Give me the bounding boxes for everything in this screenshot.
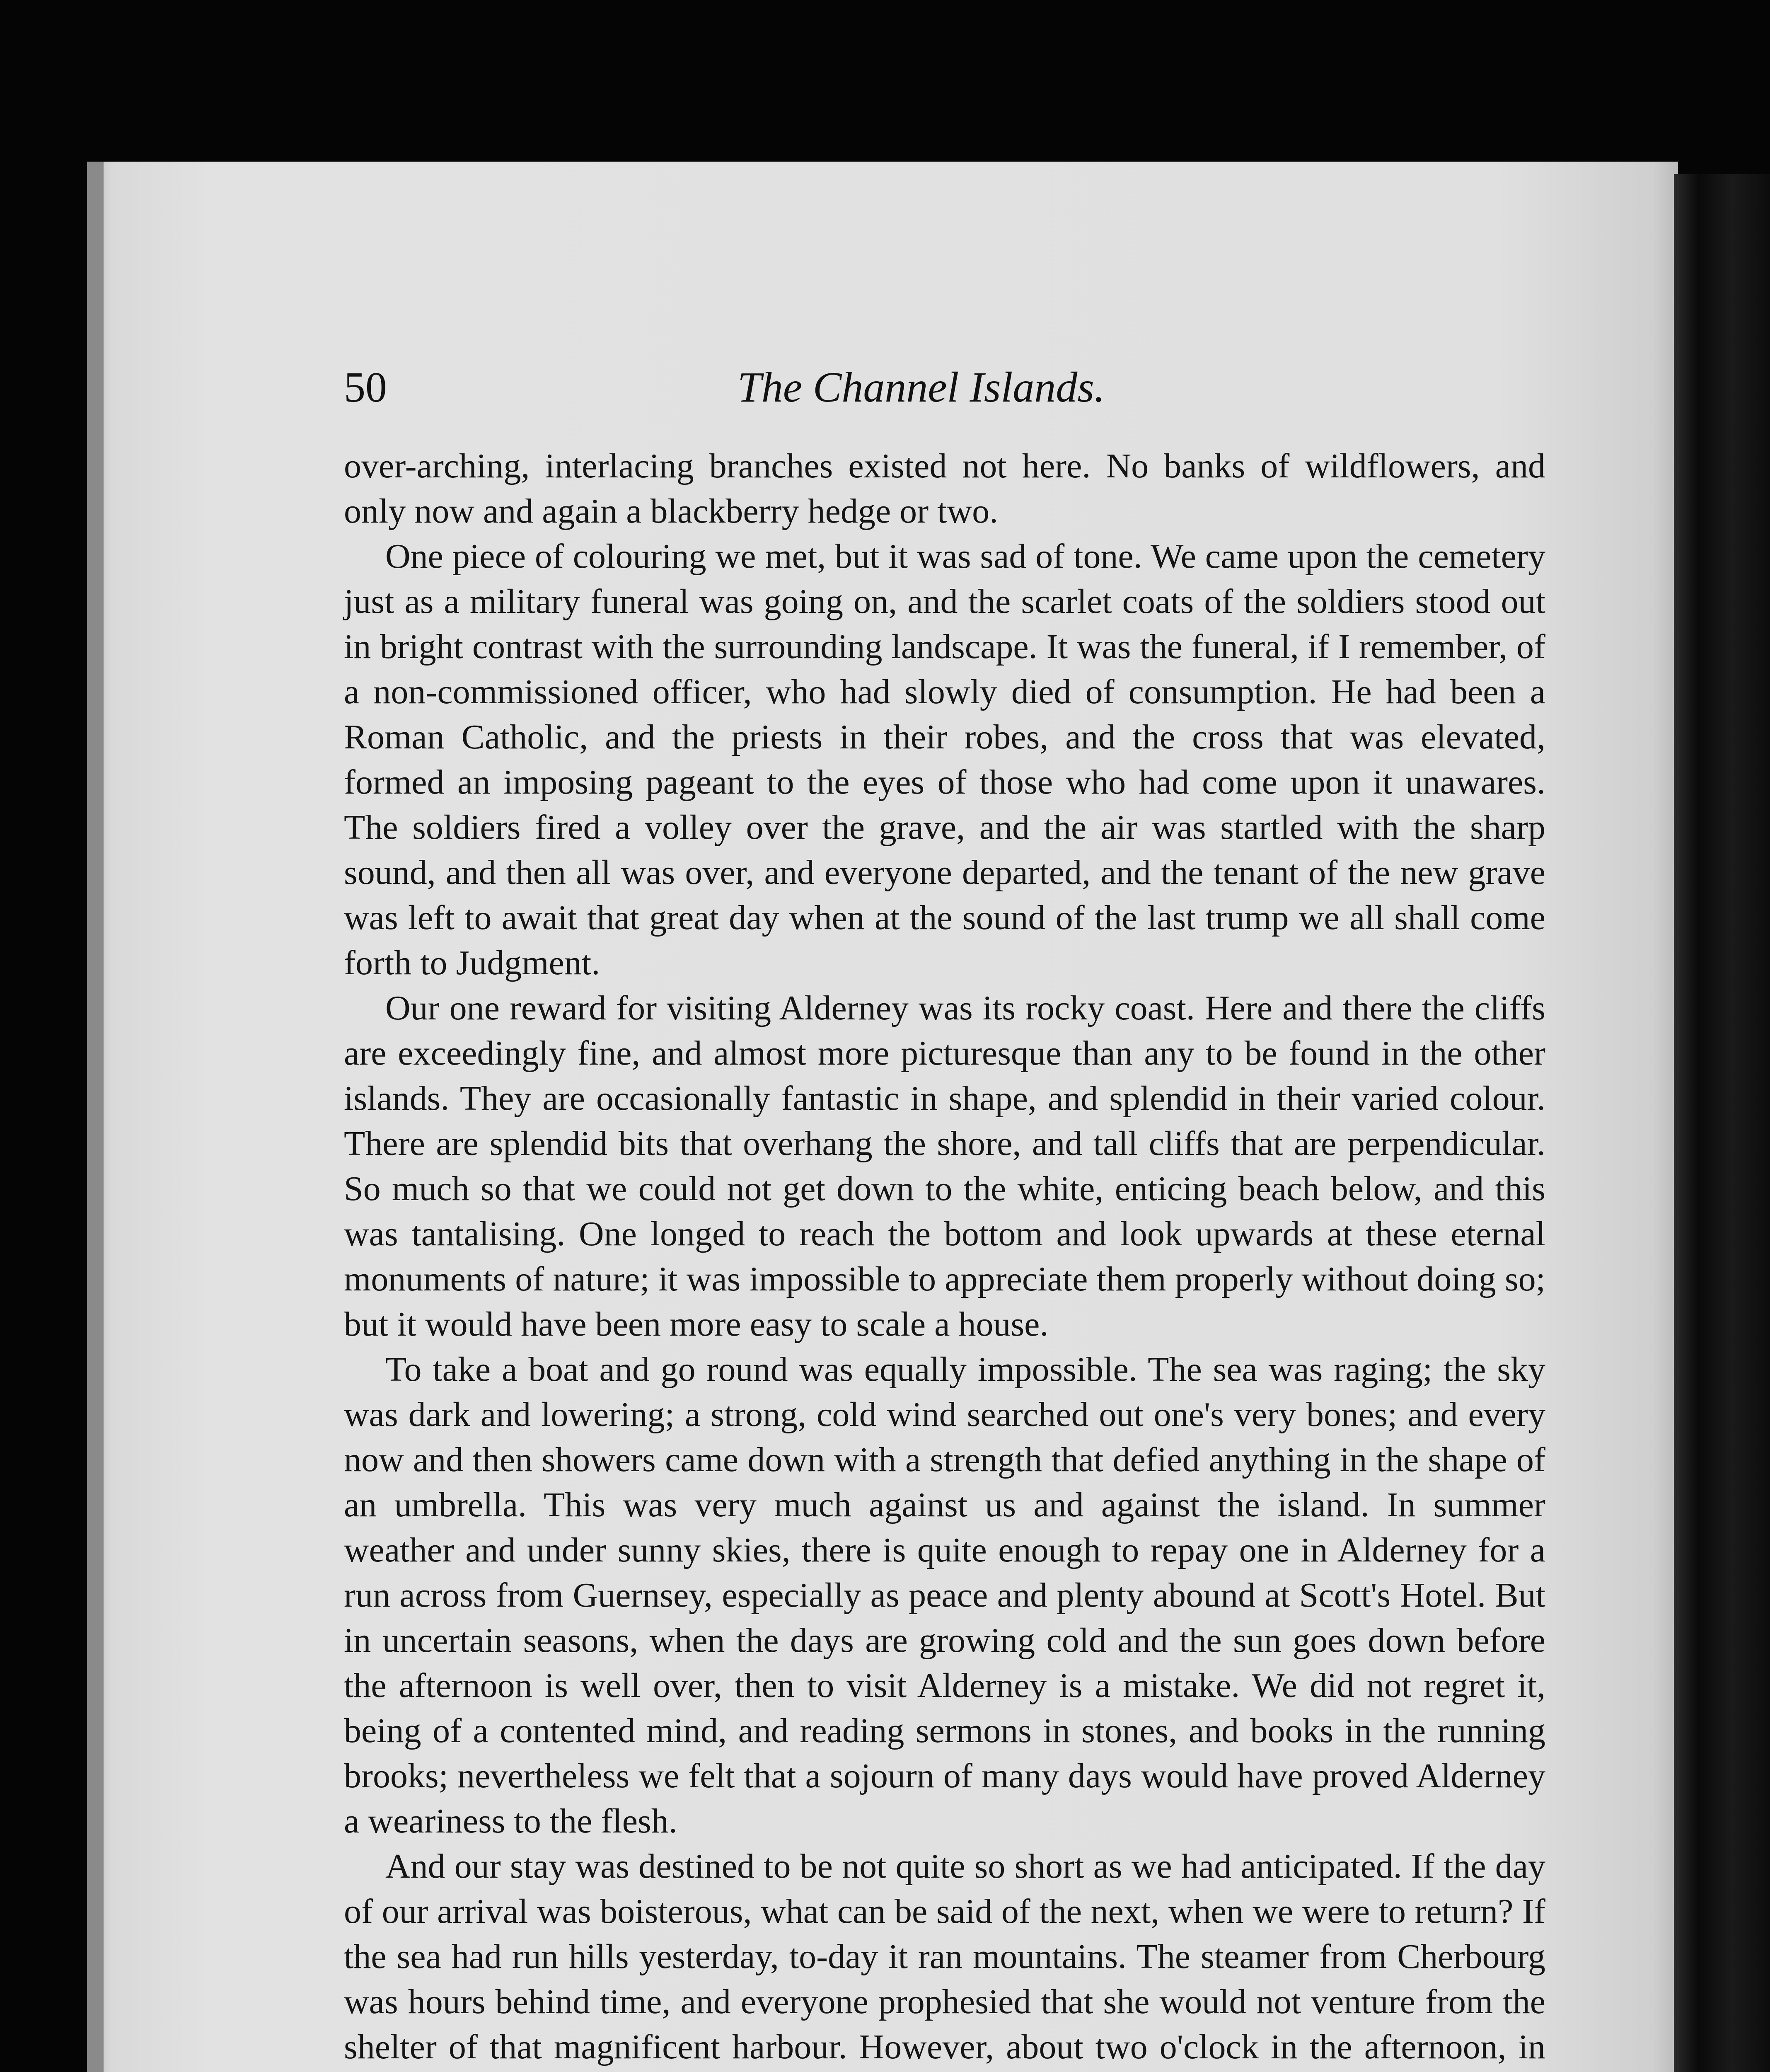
page-left-edge: [87, 162, 104, 2072]
page-header: [344, 361, 1545, 414]
paragraph-3: Our one reward for visiting Alderney was its rocky coast. Here and there the cliffs are exceedingly fine, and almost more picturesque than any to be found in the other islands. They are occasionally fantastic in shape, and splendid in their varied colour. There are splendid bits that overhang the shore, and tall cliffs that are perpendicular. So much so that we could not get down to the white, enticing beach below, and this was tantalising. One longed to reach the bottom and look upwards at these eternal monuments of nature; it was impossible to appreciate them properly without doing so; but it would have been more easy to scale a house.: [344, 989, 1545, 1343]
paragraph-2: One piece of colouring we met, but it was sad of tone. We came upon the cemetery just as a military funeral was going on, and the scarlet coats of the soldiers stood out in bright contrast with the surrounding landscape. It was the funeral, if I remember, of a non-commissioned officer, who had slowly died of consumption. He had been a Roman Catholic, and the priests in their robes, and the cross that was elevated, formed an imposing pageant to the eyes of those who had come upon it unawares. The soldiers fired a volley over the grave, and the air was startled with the sharp sound, and then all was over, and everyone departed, and the tenant of the new grave was left to await that great day when at the sound of the last trump we all shall come forth to Judgment.: [344, 537, 1545, 982]
paragraph-4: To take a boat and go round was equally impossible. The sea was raging; the sky was dark and lowering; a strong, cold wind searched out one's very bones; and every now and then showers came down with a strength that defied anything in the shape of an umbrella. This was very much against us and against the island. In summer weather and under sunny skies, there is quite enough to repay one in Alderney for a run across from Guernsey, especially as peace and plenty abound at Scott's Hotel. But in uncertain seasons, when the days are growing cold and the sun goes down before the afternoon is well over, then to visit Alderney is a mistake. We did not regret it, being of a contented mind, and reading sermons in stones, and books in the running brooks; nevertheless we felt that a sojourn of many days would have proved Alderney a weariness to the flesh.: [344, 1350, 1545, 1840]
page-body: [344, 443, 1545, 2072]
book-binding-edge: [1674, 174, 1770, 2072]
running-head: The Channel Islands.: [738, 363, 1105, 411]
page-number: 50: [344, 363, 387, 411]
paragraph-1: over-arching, interlacing branches existed not here. No banks of wildflowers, and only now and again a blackberry hedge or two.: [344, 447, 1545, 530]
paragraph-5: And our stay was destined to be not quite so short as we had anticipated. If the day of our arrival was boisterous, what can be said of the next, when we were to return? If the sea had run hills yesterday, to-day it ran mountains. The steamer from Cherbourg was hours behind time, and everyone prophesied that she would not venture from the shelter of that magnificent harbour. However, about two o'clock in the afternoon, in: [344, 1847, 1545, 2066]
